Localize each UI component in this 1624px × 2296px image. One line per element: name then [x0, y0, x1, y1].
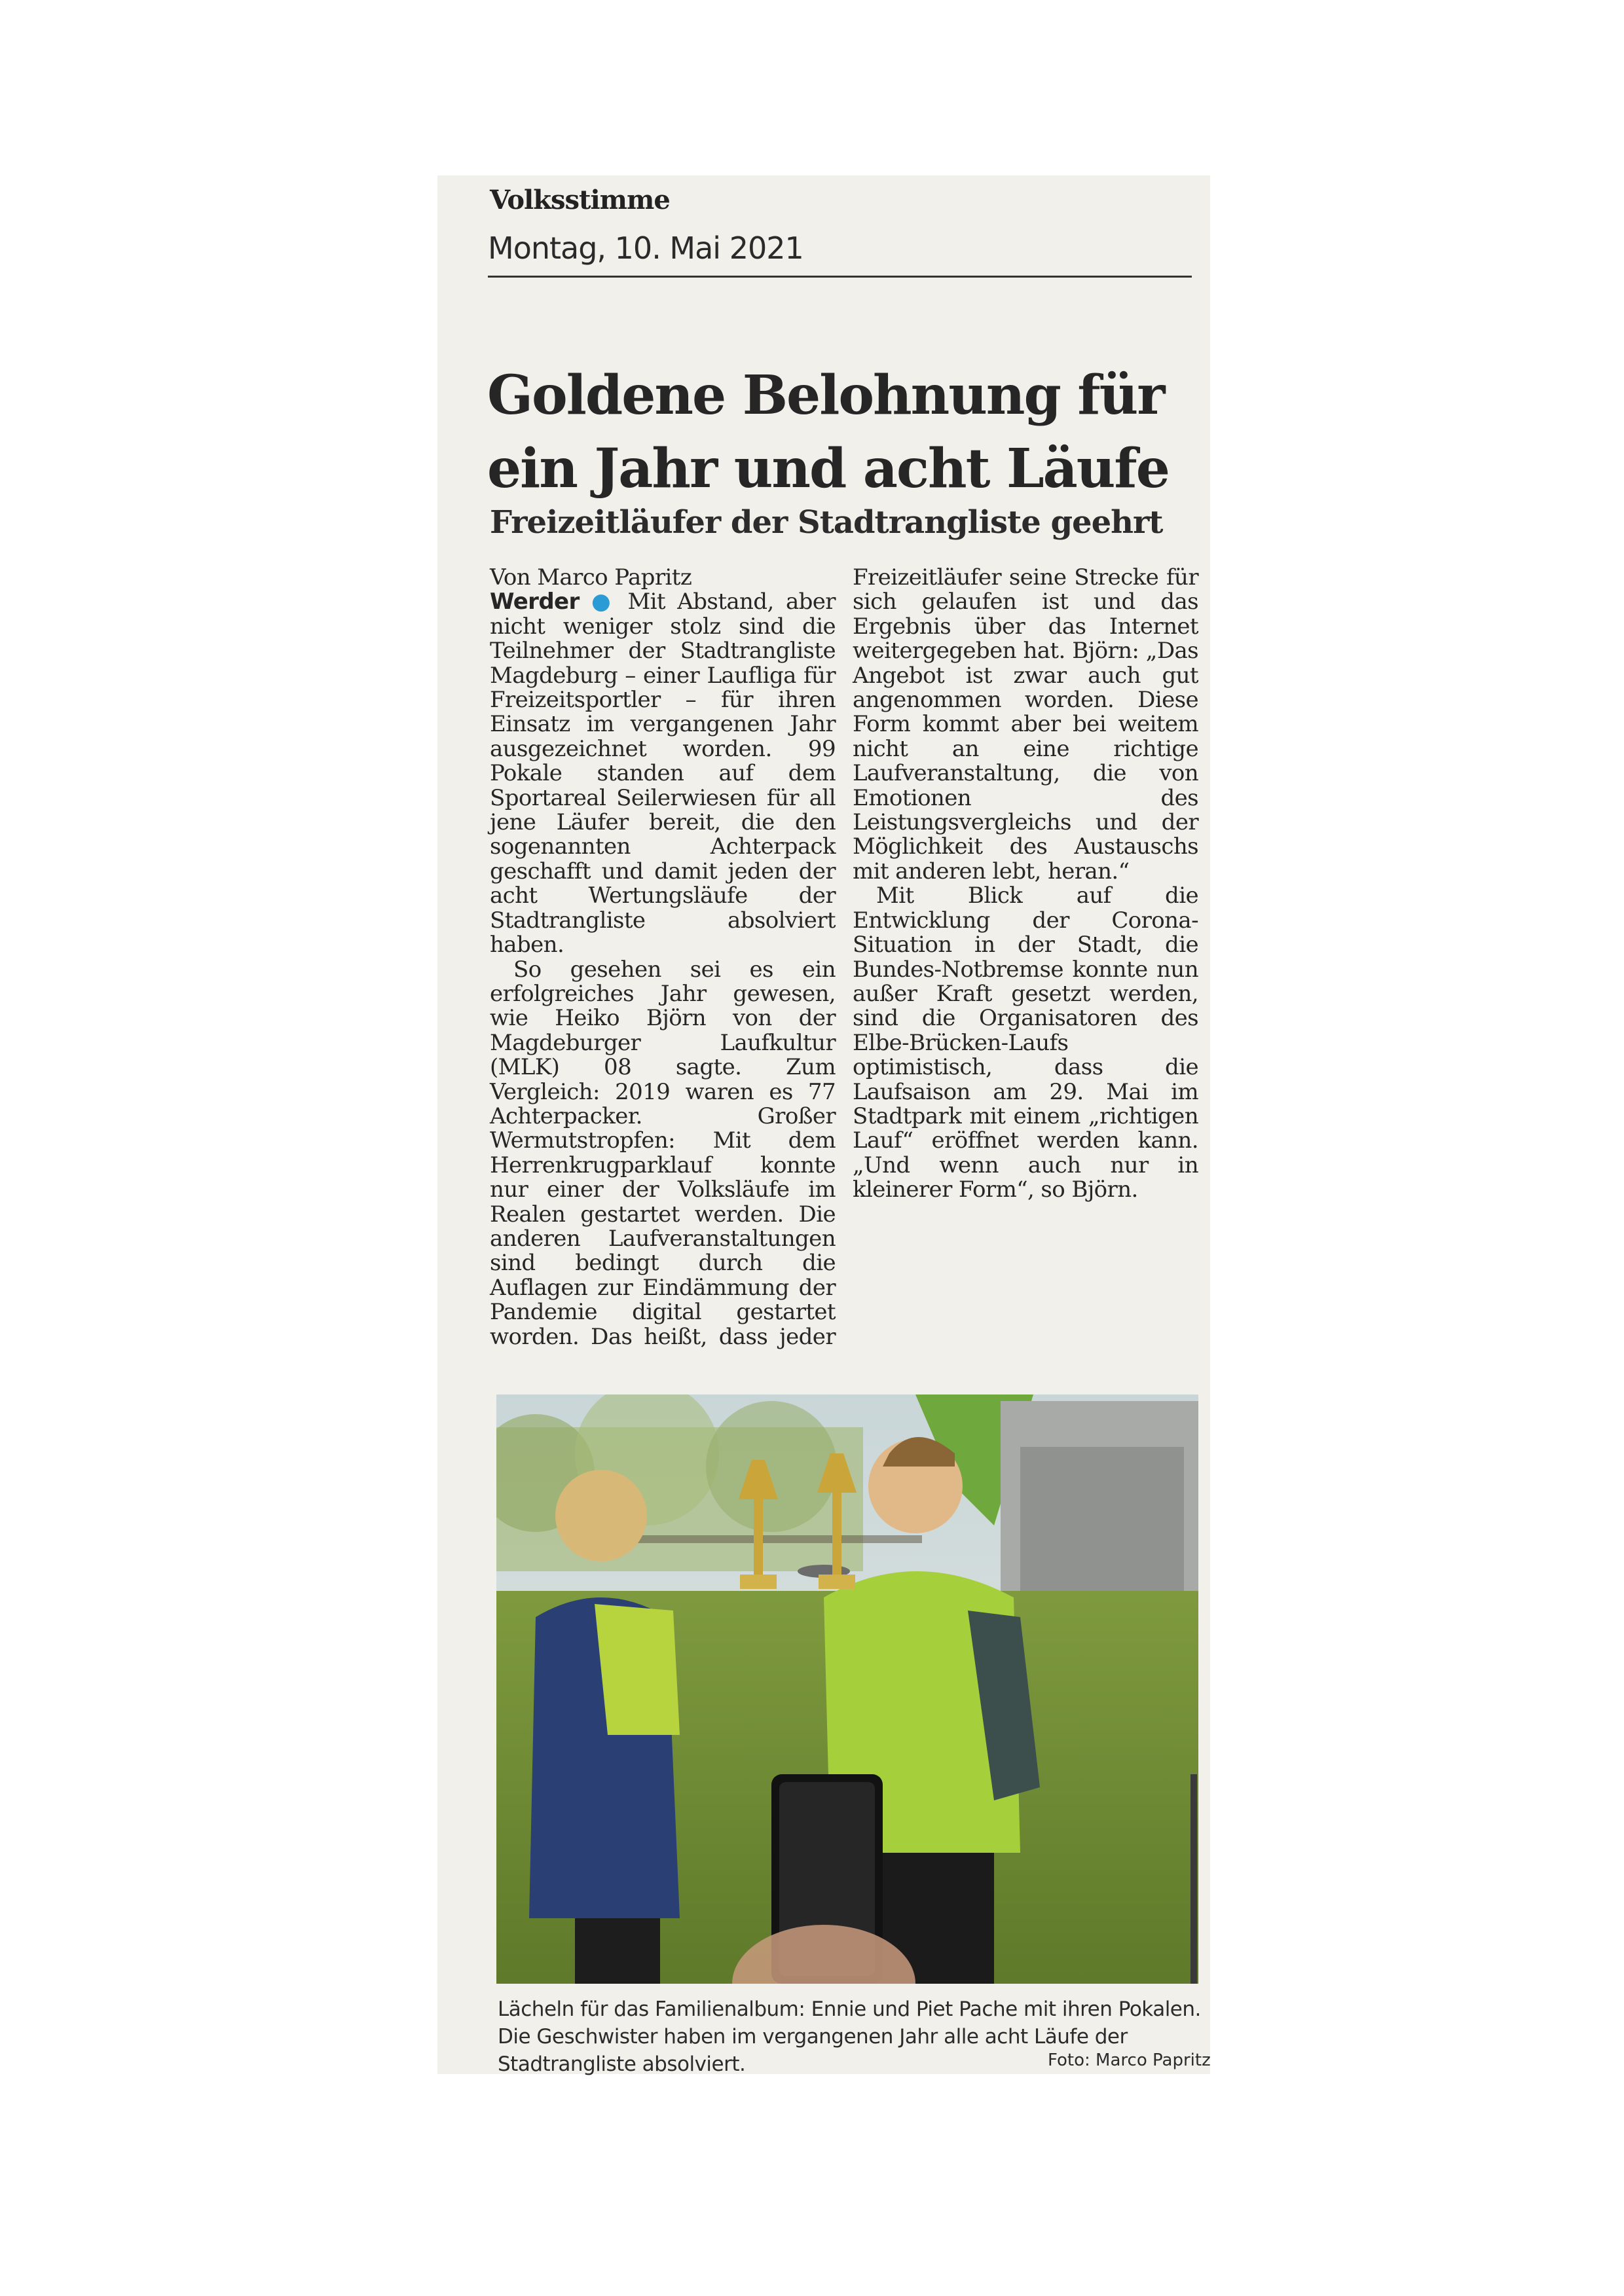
paragraph-1-text: Mit Abstand, aber nicht weniger stolz sind die Teilnehmer der Stadtrangliste Magdeburg – einer Laufliga für Freizeitsportler – für ihren Einsatz im vergangenen Jahr ausgezeichnet worden. 99 Pokale standen auf dem Sportareal Seilerwiesen für all jene Läufer bereit, die den sogenannten Achterpack geschafft und damit jeden der acht Wertungsläufe der Stadtrangliste absolviert haben. — [490, 589, 836, 958]
article-subheadline: Freizeitläufer der Stadtrangliste geehrt — [490, 504, 1163, 541]
dateline: Werder — [490, 589, 580, 615]
photo-credit: Foto: Marco Papritz — [1048, 2050, 1211, 2070]
newspaper-name: Volksstimme — [490, 185, 670, 215]
article-photo — [496, 1394, 1198, 1984]
masthead-rule — [488, 276, 1192, 278]
article-headline — [487, 359, 1194, 505]
photo-caption: Lächeln für das Familienalbum: Ennie und Piet Pache mit ihren Pokalen. Die Geschwister haben im vergangenen Jahr alle acht Läufe der Stadtrangliste absolviert. — [498, 1997, 1201, 2076]
paragraph-3 — [853, 884, 1198, 1202]
headline-line-1: Goldene Belohnung für — [487, 364, 1164, 427]
dateline-dot-icon: ● — [591, 589, 616, 615]
byline: Von Marco Papritz — [490, 564, 692, 591]
article-column-1 — [490, 566, 1198, 1371]
headline-line-2: ein Jahr und acht Läufe — [487, 437, 1169, 500]
paragraph-1 — [490, 590, 836, 957]
paragraph-2-text: So gesehen sei es ein erfolgreiches Jahr gewesen, wie Heiko Björn von der Magdeburger Laufkultur (MLK) 08 sagte. Zum Vergleich: 2019 waren es 77 Achterpacker. Großer Wermutstropfen: Mit dem Herrenkrugparklauf konnte nur einer der Volksläufe im Realen gestartet werden. Die anderen Laufveranstaltungen sind bedingt durch die Auflagen zur Eindämmung der Pandemie digital gestartet worden. Das heißt, dass jeder Freizeitläufer seine Strecke für sich gelaufen ist und das Ergebnis über das Internet weitergegeben hat. Björn: „Das Angebot ist zwar auch gut angenommen worden. Diese Form kommt aber bei weitem nicht an eine richtige Laufveranstaltung, die von Emotionen des Leistungsvergleichs und der Möglichkeit des Austauschs mit anderen lebt, heran.“ — [490, 564, 1198, 1350]
paragraph-3-text: Mit Blick auf die Entwicklung der Corona-Situation in der Stadt, die Bundes-Notbremse konnte nun außer Kraft gesetzt werden, sind die Organisatoren des Elbe-Brücken-Laufs optimistisch, dass die Laufsaison am 29. Mai im Stadtpark mit einem „richtigen Lauf“ eröffnet werden kann. „Und wenn auch nur in kleinerer Form“, so Björn. — [853, 883, 1198, 1203]
issue-date: Montag, 10. Mai 2021 — [488, 230, 803, 266]
